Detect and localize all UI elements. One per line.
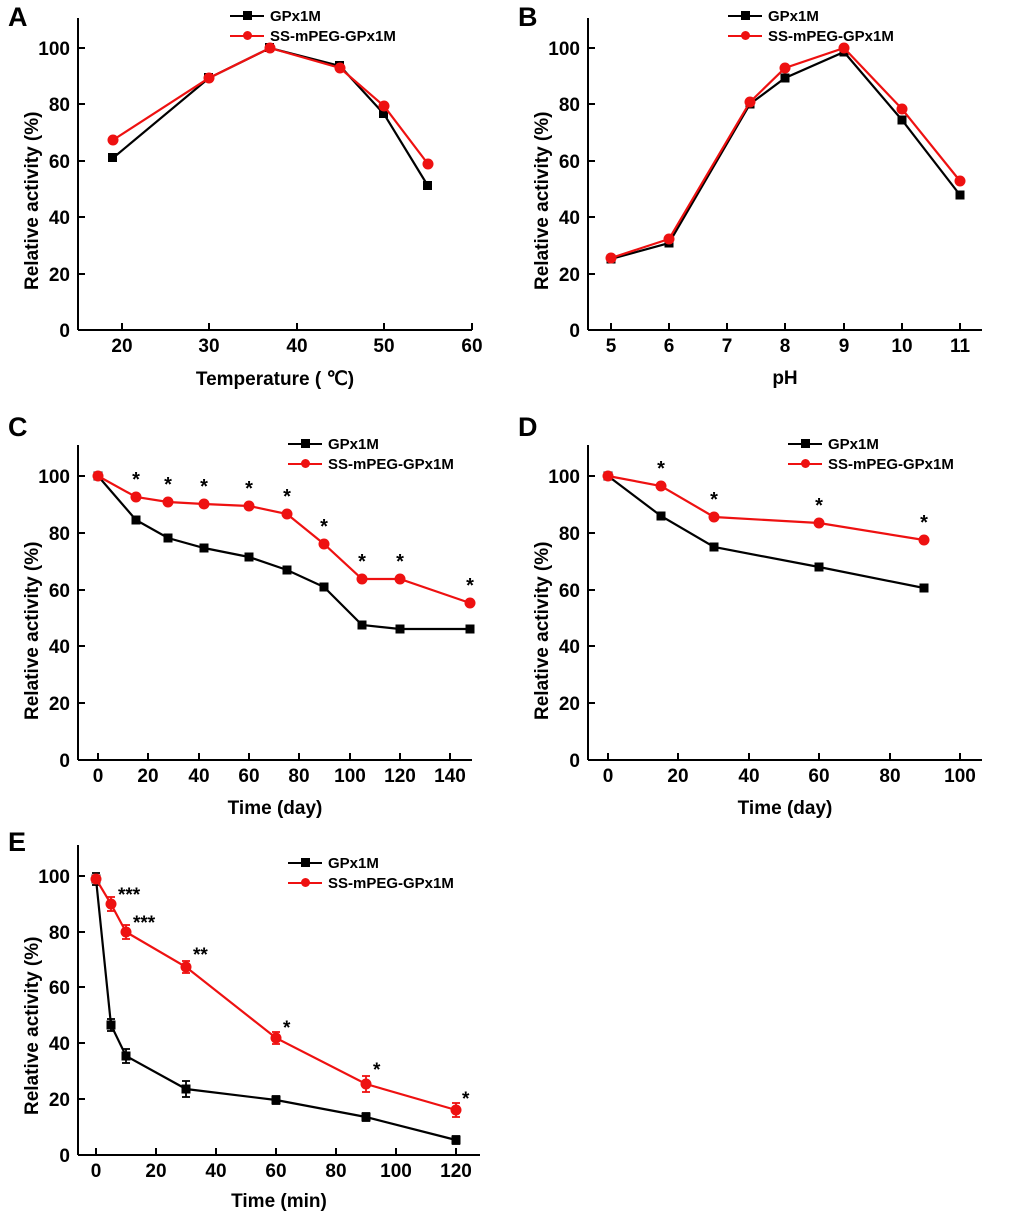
svg-text:0: 0 bbox=[92, 766, 104, 787]
legend-line-red bbox=[728, 35, 762, 37]
legend-label-gpx1m: GPx1M bbox=[328, 854, 379, 872]
svg-text:*: * bbox=[462, 1089, 470, 1110]
svg-text:11: 11 bbox=[949, 336, 971, 357]
svg-text:80: 80 bbox=[48, 524, 70, 545]
legend-label-ss-mpeg-gpx1m: SS-mPEG-GPx1M bbox=[328, 874, 454, 892]
panel-a-letter: A bbox=[8, 2, 28, 32]
svg-text:40: 40 bbox=[188, 766, 210, 787]
svg-text:*: * bbox=[657, 458, 665, 480]
panel-b-plot bbox=[510, 0, 1010, 400]
svg-text:80: 80 bbox=[325, 1161, 347, 1182]
svg-text:120: 120 bbox=[384, 766, 416, 787]
svg-text:5: 5 bbox=[605, 336, 617, 357]
svg-text:20: 20 bbox=[48, 265, 70, 286]
panel-b bbox=[510, 0, 1010, 400]
legend-line-red bbox=[288, 882, 322, 884]
svg-text:100: 100 bbox=[38, 867, 70, 888]
svg-text:*: * bbox=[358, 551, 366, 573]
svg-text:60: 60 bbox=[48, 978, 70, 999]
svg-text:60: 60 bbox=[558, 581, 580, 602]
svg-text:8: 8 bbox=[779, 336, 791, 357]
svg-text:40: 40 bbox=[286, 336, 308, 357]
svg-text:*: * bbox=[710, 489, 718, 511]
circle-marker-icon bbox=[741, 31, 750, 40]
svg-text:0: 0 bbox=[602, 766, 614, 787]
svg-text:20: 20 bbox=[137, 766, 159, 787]
svg-text:100: 100 bbox=[548, 467, 580, 488]
svg-text:20: 20 bbox=[558, 694, 580, 715]
panel-c-ylabel: Relative activity (%) bbox=[22, 541, 43, 720]
square-marker-icon bbox=[801, 439, 810, 448]
legend-item-gpx1m bbox=[788, 434, 954, 454]
panel-e-plot bbox=[0, 825, 560, 1215]
svg-text:0: 0 bbox=[59, 1146, 70, 1167]
legend-line-red bbox=[788, 463, 822, 465]
svg-text:40: 40 bbox=[738, 766, 760, 787]
svg-text:100: 100 bbox=[38, 467, 70, 488]
panel-d-letter: D bbox=[518, 412, 538, 442]
svg-text:40: 40 bbox=[48, 1034, 70, 1055]
square-marker-icon bbox=[301, 858, 310, 867]
legend-line-black bbox=[230, 15, 264, 17]
svg-text:120: 120 bbox=[440, 1161, 472, 1182]
svg-text:60: 60 bbox=[48, 152, 70, 173]
svg-text:100: 100 bbox=[334, 766, 366, 787]
panel-b-letter: B bbox=[518, 2, 538, 32]
svg-text:20: 20 bbox=[48, 1090, 70, 1111]
svg-text:80: 80 bbox=[879, 766, 901, 787]
square-marker-icon bbox=[243, 11, 252, 20]
svg-text:*: * bbox=[200, 476, 208, 498]
svg-text:60: 60 bbox=[48, 581, 70, 602]
square-marker-icon bbox=[301, 439, 310, 448]
panel-a bbox=[0, 0, 500, 400]
panel-d bbox=[510, 410, 1010, 820]
svg-text:***: *** bbox=[133, 913, 156, 934]
panel-d-legend bbox=[788, 434, 954, 474]
legend-line-black bbox=[288, 862, 322, 864]
panel-e bbox=[0, 825, 560, 1215]
circle-marker-icon bbox=[301, 459, 310, 468]
svg-text:0: 0 bbox=[59, 751, 70, 772]
svg-text:100: 100 bbox=[38, 39, 70, 60]
panel-a-xlabel: Temperature ( ℃) bbox=[195, 369, 355, 390]
svg-text:*: * bbox=[132, 469, 140, 491]
svg-text:80: 80 bbox=[288, 766, 310, 787]
legend-line-black bbox=[728, 15, 762, 17]
svg-text:6: 6 bbox=[663, 336, 675, 357]
circle-marker-icon bbox=[243, 31, 252, 40]
svg-text:40: 40 bbox=[205, 1161, 227, 1182]
svg-text:80: 80 bbox=[48, 95, 70, 116]
svg-text:9: 9 bbox=[838, 336, 850, 357]
legend-item-ss-mpeg-gpx1m bbox=[288, 873, 454, 893]
circle-marker-icon bbox=[801, 459, 810, 468]
svg-text:*: * bbox=[466, 575, 474, 597]
svg-text:0: 0 bbox=[569, 751, 580, 772]
svg-text:0: 0 bbox=[59, 321, 70, 342]
svg-text:30: 30 bbox=[198, 336, 220, 357]
legend-item-gpx1m bbox=[230, 6, 396, 26]
svg-text:0: 0 bbox=[569, 321, 580, 342]
panel-b-xlabel: pH bbox=[772, 368, 798, 389]
panel-a-ylabel: Relative activity (%) bbox=[22, 111, 43, 290]
legend-item-gpx1m bbox=[728, 6, 894, 26]
svg-text:*: * bbox=[283, 486, 291, 508]
svg-text:100: 100 bbox=[380, 1161, 412, 1182]
svg-text:7: 7 bbox=[721, 336, 733, 357]
svg-text:*: * bbox=[283, 1018, 291, 1039]
svg-text:20: 20 bbox=[667, 766, 689, 787]
svg-text:*: * bbox=[320, 516, 328, 538]
legend-item-ss-mpeg-gpx1m bbox=[288, 454, 454, 474]
legend-item-gpx1m bbox=[288, 434, 454, 454]
svg-text:80: 80 bbox=[48, 923, 70, 944]
svg-text:40: 40 bbox=[48, 208, 70, 229]
panel-e-xlabel: Time (min) bbox=[231, 1191, 327, 1212]
panel-c-xlabel: Time (day) bbox=[227, 798, 323, 819]
svg-text:20: 20 bbox=[48, 694, 70, 715]
panel-c-letter: C bbox=[8, 412, 28, 442]
panel-a-plot bbox=[0, 0, 500, 400]
circle-marker-icon bbox=[301, 878, 310, 887]
panel-e-ylabel: Relative activity (%) bbox=[22, 936, 43, 1115]
legend-line-red bbox=[230, 35, 264, 37]
svg-text:60: 60 bbox=[558, 152, 580, 173]
panel-c-legend bbox=[288, 434, 454, 474]
svg-text:0: 0 bbox=[90, 1161, 102, 1182]
panel-b-ylabel: Relative activity (%) bbox=[532, 111, 553, 290]
svg-text:***: *** bbox=[118, 885, 141, 906]
svg-text:40: 40 bbox=[558, 208, 580, 229]
legend-item-ss-mpeg-gpx1m bbox=[728, 26, 894, 46]
svg-text:40: 40 bbox=[48, 637, 70, 658]
legend-item-ss-mpeg-gpx1m bbox=[230, 26, 396, 46]
legend-line-black bbox=[788, 443, 822, 445]
panel-d-xlabel: Time (day) bbox=[737, 798, 833, 819]
legend-line-black bbox=[288, 443, 322, 445]
svg-text:*: * bbox=[245, 478, 253, 500]
legend-label-gpx1m: GPx1M bbox=[270, 7, 321, 25]
legend-label-gpx1m: GPx1M bbox=[768, 7, 819, 25]
svg-text:20: 20 bbox=[145, 1161, 167, 1182]
legend-item-ss-mpeg-gpx1m bbox=[788, 454, 954, 474]
legend-label-ss-mpeg-gpx1m: SS-mPEG-GPx1M bbox=[270, 27, 396, 45]
legend-label-ss-mpeg-gpx1m: SS-mPEG-GPx1M bbox=[328, 455, 454, 473]
panel-a-legend bbox=[230, 6, 396, 46]
svg-text:*: * bbox=[815, 495, 823, 517]
legend-label-gpx1m: GPx1M bbox=[828, 435, 879, 453]
svg-text:10: 10 bbox=[891, 336, 913, 357]
svg-text:50: 50 bbox=[373, 336, 395, 357]
legend-item-gpx1m bbox=[288, 853, 454, 873]
svg-text:*: * bbox=[396, 551, 404, 573]
svg-text:100: 100 bbox=[548, 39, 580, 60]
svg-text:*: * bbox=[920, 512, 928, 534]
svg-text:60: 60 bbox=[265, 1161, 287, 1182]
svg-text:100: 100 bbox=[944, 766, 976, 787]
svg-text:80: 80 bbox=[558, 95, 580, 116]
panel-b-legend bbox=[728, 6, 894, 46]
svg-text:80: 80 bbox=[558, 524, 580, 545]
panel-e-legend bbox=[288, 853, 454, 893]
panel-d-ylabel: Relative activity (%) bbox=[532, 541, 553, 720]
svg-text:140: 140 bbox=[434, 766, 466, 787]
square-marker-icon bbox=[741, 11, 750, 20]
svg-text:20: 20 bbox=[111, 336, 133, 357]
svg-text:*: * bbox=[164, 474, 172, 496]
svg-text:60: 60 bbox=[808, 766, 830, 787]
legend-label-gpx1m: GPx1M bbox=[328, 435, 379, 453]
panel-c bbox=[0, 410, 500, 820]
panel-e-letter: E bbox=[8, 827, 27, 857]
svg-text:40: 40 bbox=[558, 637, 580, 658]
legend-label-ss-mpeg-gpx1m: SS-mPEG-GPx1M bbox=[828, 455, 954, 473]
svg-text:60: 60 bbox=[238, 766, 260, 787]
legend-label-ss-mpeg-gpx1m: SS-mPEG-GPx1M bbox=[768, 27, 894, 45]
svg-text:**: ** bbox=[193, 945, 208, 966]
legend-line-red bbox=[288, 463, 322, 465]
svg-text:60: 60 bbox=[461, 336, 483, 357]
svg-text:20: 20 bbox=[558, 265, 580, 286]
svg-text:*: * bbox=[373, 1060, 381, 1081]
